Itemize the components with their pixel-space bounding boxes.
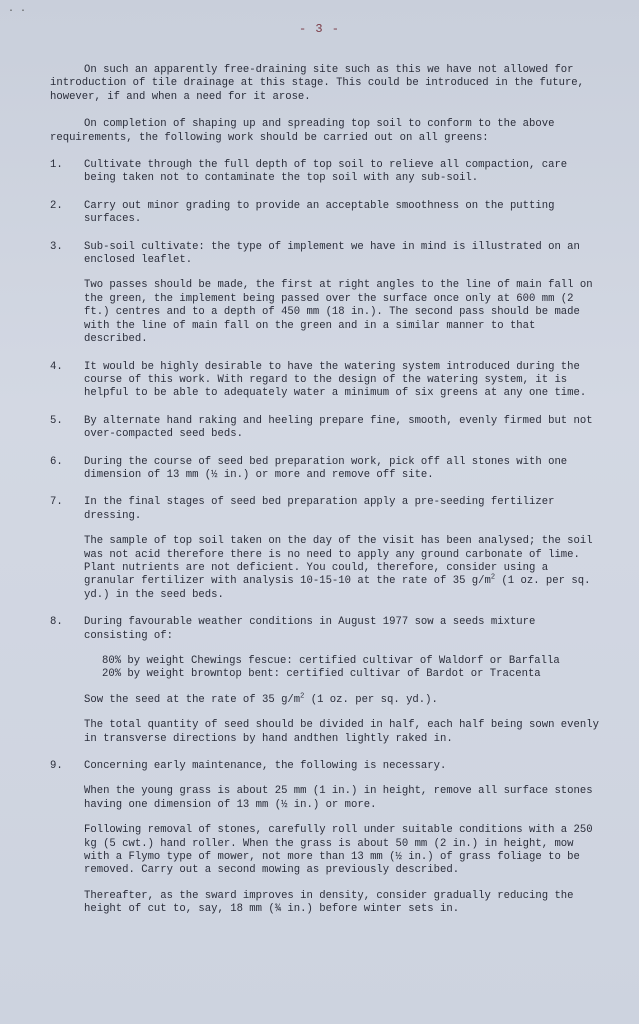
list-item-2 bbox=[50, 200, 600, 227]
item-number: 6. bbox=[50, 455, 63, 468]
list-item-7 bbox=[50, 496, 600, 602]
item-subparagraph: When the young grass is about 25 mm (1 in.) in height, remove all surface stones having one dimension of 13 mm (½ in.) or more. bbox=[84, 785, 593, 811]
seed-rate-text-end: (1 oz. per sq. yd.). bbox=[304, 693, 438, 706]
list-item-5 bbox=[50, 415, 600, 442]
item-number: 5. bbox=[50, 414, 63, 427]
item-text: Sub-soil cultivate: the type of implement we have in mind is illustrated on an enclosed leaflet. bbox=[84, 240, 580, 267]
fertilizer-text: The sample of top soil taken on the day of the visit has been analysed; the soil was not acid therefore there is no need to apply any ground carbonate of lime. Plant nutrients are not deficient. You could, therefore, consider using a granular fertilizer with analysis 10-15-10 at the rate of 35 g/m bbox=[84, 535, 593, 588]
item-number: 2. bbox=[50, 199, 63, 212]
item-number: 1. bbox=[50, 159, 63, 172]
item-text: Cultivate through the full depth of top soil to relieve all compaction, care being taken not to contaminate the top soil with any sub-soil. bbox=[84, 159, 568, 185]
item-subparagraph bbox=[84, 535, 600, 602]
page-number: - 3 - bbox=[298, 22, 340, 36]
list-item-6 bbox=[50, 456, 600, 483]
item-number: 7. bbox=[50, 496, 63, 509]
item-text: By alternate hand raking and heeling prepare fine, smooth, evenly firmed but not over-compacted seed beds. bbox=[84, 414, 593, 441]
list-item-1 bbox=[50, 159, 600, 186]
item-text: It would be highly desirable to have the watering system introduced during the course of this work. With regard to the design of the watering system, it is helpful to be able to adequately water a minimum of six greens at any one time. bbox=[84, 360, 587, 400]
item-text: During the course of seed bed preparation work, pick off all stones with one dimension of 13 mm (½ in.) or more and remove off site. bbox=[84, 455, 568, 481]
seed-rate bbox=[84, 694, 600, 707]
item-number: 9. bbox=[50, 760, 63, 773]
superscript: 2 bbox=[490, 573, 496, 582]
item-text: Carry out minor grading to provide an acceptable smoothness on the putting surfaces. bbox=[84, 199, 555, 226]
seed-rate-text: Sow the seed at the rate of 35 g/m bbox=[84, 693, 301, 706]
intro-paragraph-1: On such an apparently free-draining site such as this we have not allowed for introduction of tile drainage at this stage. This could be introduced in the future, however, if and when a need for it arose. bbox=[50, 64, 585, 103]
item-text: In the final stages of seed bed preparation apply a pre-seeding fertilizer dressing. bbox=[84, 496, 555, 522]
item-number: 4. bbox=[50, 360, 63, 373]
document-body bbox=[50, 64, 600, 917]
seed-mixture-line-1: 80% by weight Chewings fescue: certified cultivar of Waldorf or Barfalla bbox=[102, 655, 560, 667]
item-text: During favourable weather conditions in August 1977 sow a seeds mixture consisting of: bbox=[84, 616, 536, 642]
item-subparagraph: The total quantity of seed should be divided in half, each half being sown evenly in transverse directions by hand andthen lightly raked in. bbox=[84, 719, 599, 745]
seed-mixture-line-2: 20% by weight browntop bent: certified cultivar of Bardot or Tracenta bbox=[102, 668, 541, 681]
item-number: 8. bbox=[50, 616, 63, 629]
item-subparagraph: Thereafter, as the sward improves in density, consider gradually reducing the height of cut to, say, 18 mm (¾ in.) before winter sets in. bbox=[84, 889, 574, 916]
list-item-9 bbox=[50, 760, 600, 917]
superscript: 2 bbox=[300, 692, 305, 701]
list-item-4 bbox=[50, 361, 600, 401]
list-item-3 bbox=[50, 241, 600, 347]
item-number: 3. bbox=[50, 240, 63, 253]
corner-marks: · · bbox=[8, 6, 27, 17]
intro-paragraph-2: On completion of shaping up and spreading top soil to conform to the above requirements, the following work should be carried out on all greens: bbox=[50, 118, 555, 144]
item-text: Concerning early maintenance, the following is necessary. bbox=[84, 760, 447, 773]
item-subparagraph: Following removal of stones, carefully roll under suitable conditions with a 250 kg (5 cwt.) hand roller. When the grass is about 50 mm (2 in.) in height, mow with a Flymo type of mower, not more than 13 mm (½ in.) of grass foliage to be removed. Carry out a second mowing as previously described. bbox=[84, 824, 593, 877]
fertilizer-text-end: (1 oz. per sq. yd.) in the seed beds. bbox=[84, 575, 591, 601]
list-item-8 bbox=[50, 616, 600, 746]
item-subparagraph: Two passes should be made, the first at right angles to the line of main fall on the green, the implement being passed over the surface once only at 600 mm (2 ft.) centres and to a depth of 450 mm (18 in.). The second pass should be made with the line of main fall on the green and in a similar manner to that described. bbox=[84, 279, 593, 346]
